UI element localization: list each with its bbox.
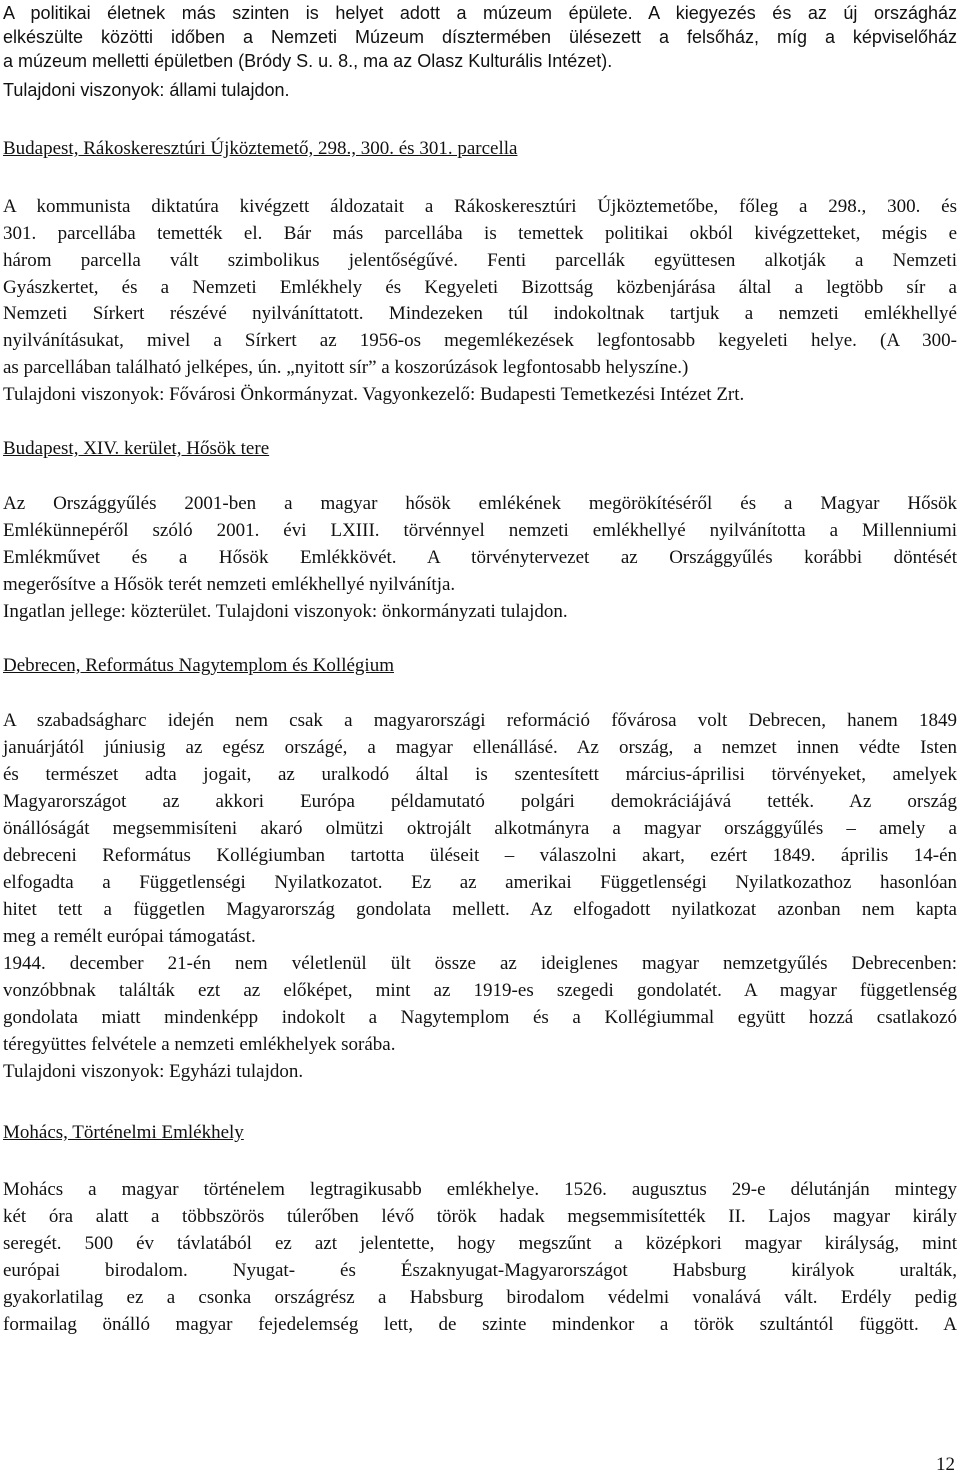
paragraph-line: 1944. december 21-én nem véletlenül ült össze az ideiglenes magyar nemzetgyűlés Debrecenben: — [3, 953, 957, 974]
paragraph-line: gyakorlatilag ez a csonka országrész a Habsburg birodalom védelmi vonalává vált. Erdély pedig — [3, 1287, 957, 1308]
paragraph-line: A kommunista diktatúra kivégzett áldozatait a Rákoskeresztúri Újköztemetőbe, főleg a 298., 300. és — [3, 196, 957, 217]
paragraph-line: gondolata miatt mindenképp indokolt a Nagytemplom és a Kollégiummal együtt hozzá csatlakozó — [3, 1007, 957, 1028]
paragraph-line: nyilvánításukat, mivel a Sírkert az 1956-os megemlékezések legfontosabb kegyeleti helye. (A 300- — [3, 330, 957, 351]
section-heading-debrecen: Debrecen, Református Nagytemplom és Kollégium — [3, 655, 394, 676]
paragraph-line: Az Országgyűlés 2001-ben a magyar hősök emlékének megörökítéséről és a Magyar Hősök — [3, 493, 957, 514]
paragraph-line: debreceni Református Kollégiumban tartotta üléseit – válaszolni akart, ezért 1849. április 14-én — [3, 845, 957, 866]
paragraph-line: as parcellában található jelképes, ún. „nyitott sír” a koszorúzások legfontosabb helyszíne.) — [3, 357, 689, 378]
paragraph-line: európai birodalom. Nyugat- és Északnyugat-Magyarországot Habsburg királyok uralták, — [3, 1260, 957, 1281]
section-heading-hosok-tere: Budapest, XIV. kerület, Hősök tere — [3, 438, 270, 459]
paragraph-line: hitet tett a független Magyarország gondolata mellett. Az elfogadott nyilatkozat azonban nem kapta — [3, 899, 957, 920]
paragraph-line: Magyarországot az akkori Európa példamutató polgári demokráciájává tették. Az ország — [3, 791, 957, 812]
paragraph-line: megerősítve a Hősök terét nemzeti emlékhellyé nyilvánítja. — [3, 574, 456, 595]
paragraph-line: és természet adta jogait, az uralkodó által is szentesített március-áprilisi törvényeket, amelyek — [3, 764, 957, 785]
ownership-line: Ingatlan jellege: közterület. Tulajdoni viszonyok: önkormányzati tulajdon. — [3, 601, 568, 622]
paragraph-line: Gyászkertet, és a Nemzeti Emlékhely és Kegyeleti Bizottság közbenjárása által a legtöbb sír a — [3, 277, 957, 298]
paragraph-line: Nemzeti Sírkert részévé nyilváníttatott. Mindezeken túl indokoltnak tartjuk a nemzeti emlékhellyé — [3, 303, 957, 324]
paragraph-line: elfogadta a Függetlenségi Nyilatkozatot. Ez az amerikai Függetlenségi Nyilatkozathoz hasonlóan — [3, 872, 957, 893]
paragraph-line: A politikai életnek más szinten is helyet adott a múzeum épülete. A kiegyezés és az új országház — [3, 3, 957, 23]
ownership-line: Tulajdoni viszonyok: Fővárosi Önkormányzat. Vagyonkezelő: Budapesti Temetkezési Intézet Zrt. — [3, 384, 745, 405]
paragraph-line: januárjától júniusig az egész országé, a magyar ellenállásé. Az ország, a nemzet innen védte Isten — [3, 737, 957, 758]
paragraph-line: vonzóbbnak találták ezt az előképet, mint az 1919-es szegedi gondolatét. A magyar függetlenség — [3, 980, 957, 1001]
paragraph-line: elkészülte közötti időben a Nemzeti Múzeum dísztermében ülésezett a felsőház, míg a képviselőház — [3, 27, 957, 47]
paragraph-line: a múzeum melletti épületben (Bródy S. u. 8., ma az Olasz Kulturális Intézet). — [3, 51, 613, 71]
paragraph-line: meg a remélt európai támogatást. — [3, 926, 256, 947]
ownership-line: Tulajdoni viszonyok: Egyházi tulajdon. — [3, 1061, 304, 1082]
paragraph-line: Emlékművet és a Hősök Emlékkövét. A törvénytervezet az Országgyűlés korábbi döntését — [3, 547, 957, 568]
ownership-line: Tulajdoni viszonyok: állami tulajdon. — [3, 80, 290, 100]
paragraph-line: seregét. 500 év távlatából ez azt jelentette, hogy megszűnt a középkori magyar királyság, mint — [3, 1233, 957, 1254]
paragraph-line: három parcella vált szimbolikus jelentőségűvé. Fenti parcellák együttesen alkotják a Nemzeti — [3, 250, 957, 271]
paragraph-line: 301. parcellába temették el. Bár más parcellába is temettek politikai okból kivégzetteket, mégis e — [3, 223, 957, 244]
paragraph-line: önállóságát megsemmisíteni akaró olmützi oktrojált alkotmányra a magyar országgyűlés – amely a — [3, 818, 957, 839]
section-heading-rakoskeresztur: Budapest, Rákoskeresztúri Újköztemető, 298., 300. és 301. parcella — [3, 138, 518, 159]
paragraph-line: két óra alatt a többszörös túlerőben lévő török hadak megsemmisítették II. Lajos magyar király — [3, 1206, 957, 1227]
section-heading-mohacs: Mohács, Történelmi Emlékhely — [3, 1122, 244, 1143]
paragraph-line: Mohács a magyar történelem legtragikusabb emlékhelye. 1526. augusztus 29-e délutánján mintegy — [3, 1179, 957, 1200]
paragraph-line: Emlékünnepéről szóló 2001. évi LXIII. törvénnyel nemzeti emlékhellyé nyilvánította a Millenniumi — [3, 520, 957, 541]
paragraph-line: formailag önálló magyar fejedelemség lett, de szinte mindenkor a török szultántól függött. A — [3, 1314, 957, 1335]
paragraph-line: téregyüttes felvétele a nemzeti emlékhelyek sorába. — [3, 1034, 396, 1055]
paragraph-line: A szabadságharc idején nem csak a magyarországi reformáció fővárosa volt Debrecen, hanem 1849 — [3, 710, 957, 731]
page-number: 12 — [936, 1454, 955, 1475]
